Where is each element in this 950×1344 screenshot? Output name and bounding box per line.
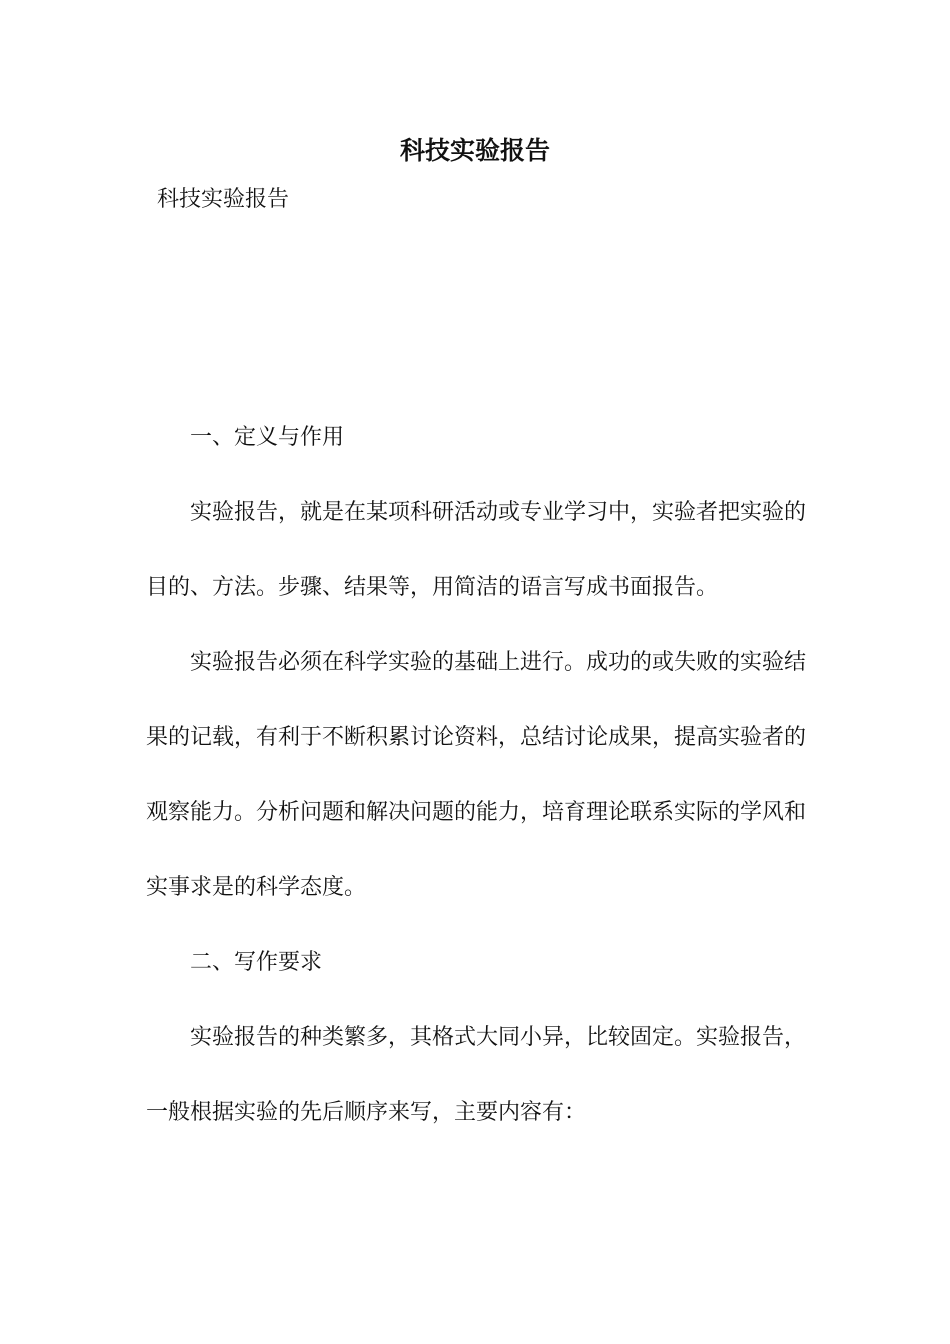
document-body [146,400,806,1150]
paragraph: 实验报告的种类繁多，其格式大同小异，比较固定。实验报告，一般根据实验的先后顺序来写，主要内容有： [146,1025,807,1125]
document-title: 科技实验报告 [399,136,550,165]
section-heading: 二、写作要求 [190,950,323,975]
section-writing-requirements [146,925,806,1150]
paragraph: 实验报告，就是在某项科研活动或专业学习中，实验者把实验的目的、方法。步骤、结果等，用简洁的语言写成书面报告。 [146,500,807,600]
paragraph: 实验报告必须在科学实验的基础上进行。成功的或失败的实验结果的记载，有利于不断积累讨论资料，总结讨论成果，提高实验者的观察能力。分析问题和解决问题的能力，培育理论联系实际的学风和实事求是的科学态度。 [146,650,807,900]
section-definition [146,400,806,925]
section-heading: 一、定义与作用 [190,425,345,450]
document-subtitle: 科技实验报告 [157,187,290,212]
